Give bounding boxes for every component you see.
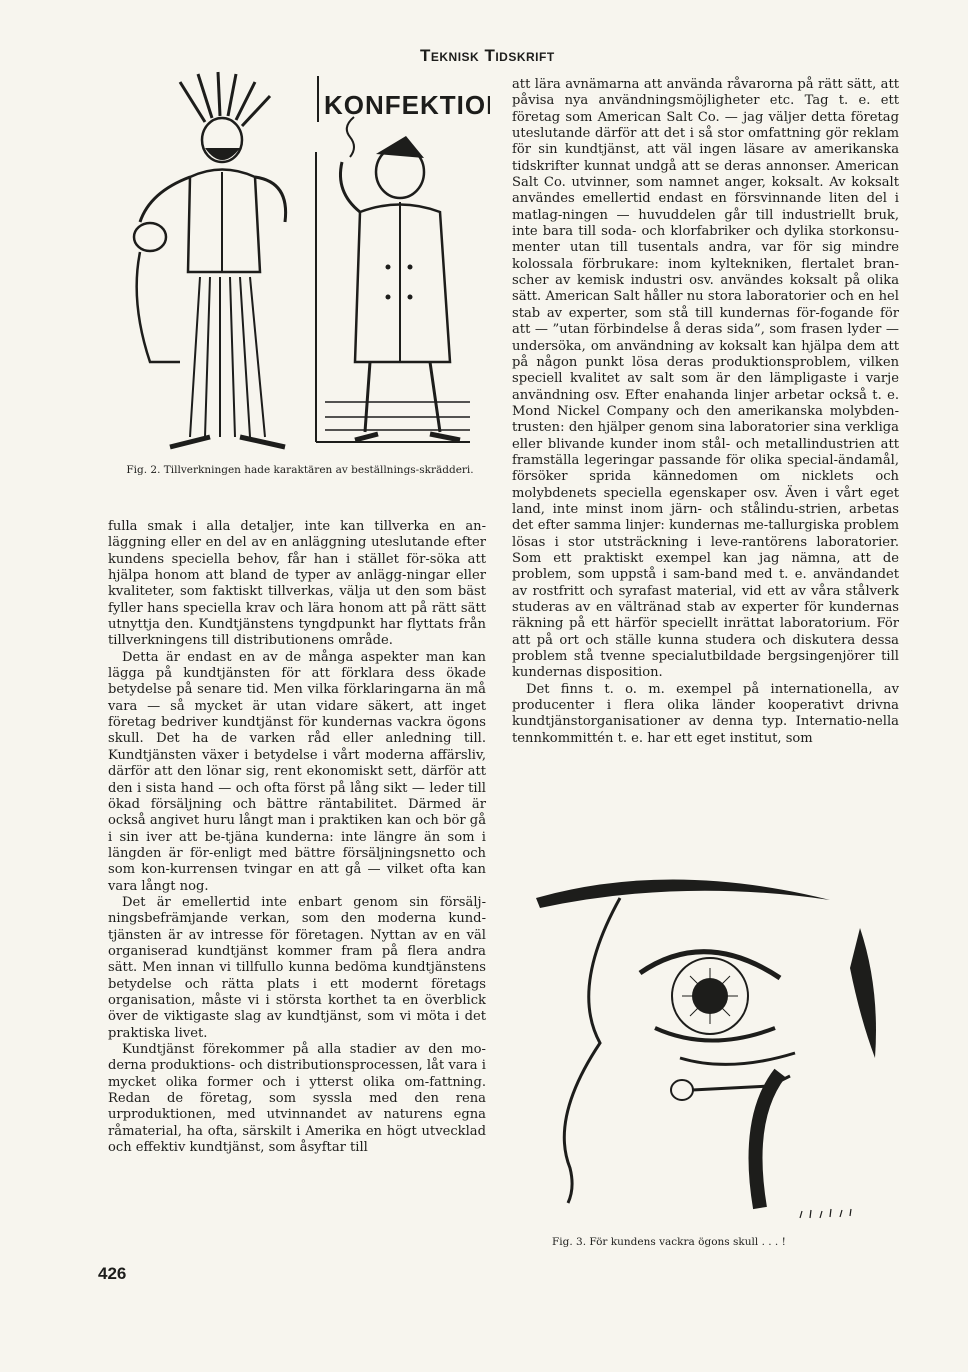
figure-3-caption: Fig. 3. För kundens vackra ögons skull . . . ! [552,1236,786,1248]
left-text-column [108,519,486,1156]
figure-2-caption: Fig. 2. Tillverkningen hade karaktären av beställnings-skrädderi. [126,464,474,476]
running-header: Teknisk Tidskrift [420,46,555,65]
right-text-column [512,77,899,747]
left-paragraph: Kundtjänst förekommer på alla stadier av den mo-derna produktions- och distributionsprocessen, låt vara i mycket olika former och i ytterst olika om-fattning. Redan de företag, som syssla med den rena urproduktionen, med utvinnandet av naturens egna råmaterial, ha ofta, särskilt i Amerika en högt utvecklad och effektiv kundtjänst, som åsyftar till [108,1042,486,1156]
left-paragraph: Det är emellertid inte enbart genom sin försälj-ningsbefrämjande verkan, som den moderna kund-tjänsten är av intresse för företagen. Nyttan av en väl organiserad kundtjänst kommer fram på flera andra sätt. Men innan vi tillfullo kunna bedöma kundtjänstens betydelse och rätta plats i ett modernt företags organisation, måste vi i största korthet ta en överblick över de viktigaste slag av kundtjänst, som vi möta i det praktiska livet. [108,894,486,1041]
left-paragraph: Detta är endast en av de många aspekter man kan lägga på kundtjänsten för att förklara dess ökade betydelse på senare tid. Men vilka förklaringarna än må vara — så mycket är utan vidare säkert, att inget företag bedriver kundtjänst för kundernas vackra ögons skull. Det ha de varken råd eller anledning till. Kundtjänsten växer i betydelse i vårt moderna affärsliv, därför att den lönar sig, rent ekonomiskt sett, därför att den i sista hand — och ofta först på lång sikt — leder till ökad försäljning och bättre räntabilitet. Därmed är också angivet huru långt man i praktiken kan och bör gå i sin iver att be-tjäna kunderna: inte längre än som i längden är för-enligt med bättre försäljningsnetto och som kon-kurrensen tvingar en att gå — vilket ofta kan vara långt nog. [108,649,486,894]
right-paragraph: att lära avnämarna att använda råvarorna på rätt sätt, att påvisa nya användningsmöjligheter etc. Tag t. e. ett företag som American Salt Co. — jag väljer detta företag uteslutande därför att det i så stor omfattning gör reklam för sin kundtjänst, att väl ingen läsare av amerikanska tidskrifter kunnat undgå att se deras annonser. American Salt Co. utvinner, som namnet anger, koksalt. Av koksalt användes emellertid endast en försvinnande liten del i matlag-ningen — huvuddelen går till industriellt bruk, inte bara till soda- och klorfabriker och dylika storkonsu-menter utan till tusentals andra, var för sig mindre kolossala förbrukare: inom kyltekniken, flertalet bran-scher av kemisk industri osv. användes koksalt på olika sätt. American Salt håller nu stora laboratorier och en hel stab av experter, som stå till kundernas för-fogande för att — ”utan förbindelse å deras sida”, som frasen lyder — undersöka, om användning av koksalt kan hjälpa dem att på någon punkt lösa deras produktionsproblem, vilken speciell kvalitet av salt som är den lämpligaste i varje användning osv. Efter enahanda linjer arbetar också t. e. Mond Nickel Company och den amerikanska molybden-trusten: den hjälper genom sina laboratorier sina verkliga eller blivande kunder inom stål- och metallindustrien att framställa legeringar passande för olika special-ändamål, försöker sprida kännedomen om nicklets och molybdenets speciella egenskaper osv. Även i vårt eget land, inte minst inom järn- och stålindu-strien, arbetas det efter samma linjer: kundernas me-tallurgiska problem lösas i stor utsträckning i leve-rantörens laboratorier. Som ett praktiskt exempel kan jag nämna, att de problem, som uppstå i sam-band med t. e. användandet av rostfritt och syrafast material, vid ett av våra stålverk studeras av en vältränad stab av experter för kundernas räkning på ett härför speciellt inrättat laboratorium. För att på ort och ställe kunna studera och diskutera dessa problem stå tvenne specialutbildade bergsingenjörer till kundernas disposition. [512,77,899,681]
konfektion-sign: KONFEKTION [324,90,490,120]
right-paragraph: Det finns t. o. m. exempel på internationella, av producenter i flera olika länder kooperativt drivna kundtjänstorganisationer av denna typ. Internatio-nella tennkommittén t. e. har ett eget institut, som [512,681,899,746]
figure-3-illustration [530,868,890,1228]
figure-2-illustration [110,62,490,457]
eye-profile-drawing [530,868,890,1228]
left-paragraph: fulla smak i alla detaljer, inte kan tillverka en an-läggning eller en del av en anläggning uteslutande efter kundens speciella behov, får han i stället för-söka att hjälpa honom att bland de typer av anlägg-ningar eller kvaliteter, som faktiskt tillverkas, välja ut den som bäst fyller hans speciella krav och lära honom att på rätt sätt utnyttja den. Kundtjänstens tyngdpunkt har flyttats från tillverkningens till distributionens område. [108,519,486,649]
page-number: 426 [98,1264,127,1283]
tailor-cartoon [110,62,490,457]
